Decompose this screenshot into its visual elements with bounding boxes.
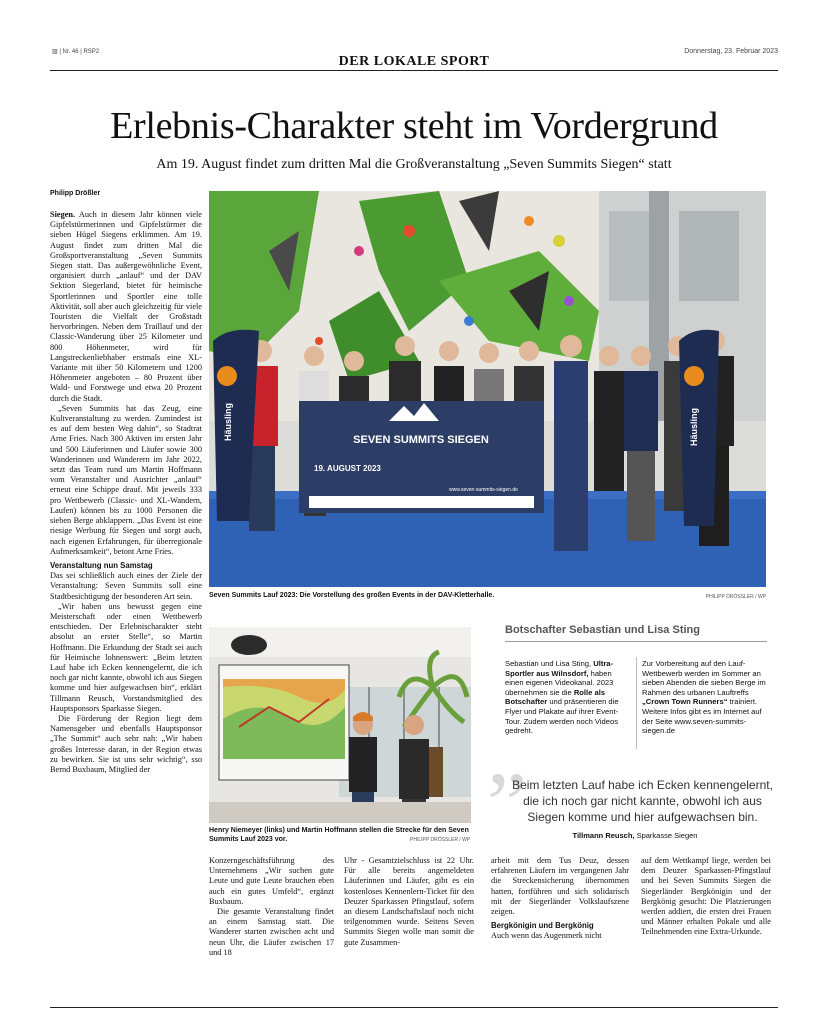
quote-author: Tillmann Reusch, Sparkasse Siegen xyxy=(572,831,698,840)
article-subheading: Veranstaltung nun Samstag xyxy=(50,560,153,570)
infobox-title: Botschafter Sebastian und Lisa Sting xyxy=(505,624,700,636)
banner-date: 19. AUGUST 2023 xyxy=(314,464,381,473)
article-column-5 xyxy=(641,856,771,938)
banner-url: www.seven-summits-siegen.de xyxy=(449,487,518,493)
article-paragraph: auf dem Wettkampf liege, werden bei dem Deuzer Sparkassen-Pfingstlauf und bei Seven Summits Siegen die Siegerländer Bergkönigin und der Bergkönig gesucht: Die Platzierungen werden addiert, die ersten drei Frauen und Männer erhalten Pokale und alle Teilnehmenden eine Extra-Urkunde. xyxy=(641,856,771,937)
article-column-4 xyxy=(491,856,629,942)
section-title: DER LOKALE SPORT xyxy=(338,54,490,69)
footer-rule xyxy=(50,1007,778,1008)
article-paragraph: Auch wenn das Augenmerk nicht xyxy=(491,931,602,941)
infobox-left-text: Sebastian und Lisa Sting, Ultra-Sportler aus Wilnsdorf, haben einen eigenen Videokanal. 2023 übernehmen sie die Rolle als Botschafter und präsentieren die Flyer und Plakate auf ihrer Event-Tour. Zudem werden noch Videos gedreht. xyxy=(505,659,619,736)
article-column-3 xyxy=(344,856,474,948)
page-meta: ▥ | Nr. 46 | RSP2 xyxy=(52,49,100,55)
author: Philipp Drößler xyxy=(50,190,101,197)
article-paragraph: arbeit mit dem Tus Deuz, dessen erfahrenen Läufern im vergangenen Jahr die Streckensicherung übernommen hatten, fortführen und sich solidarisch mit der Siegerländer Volkslaufszene zeigen. xyxy=(491,856,629,917)
article-column-2 xyxy=(209,856,334,958)
event-photo xyxy=(209,191,766,587)
photo-caption: Henry Niemeyer (links) und Martin Hoffmann stellen die Strecke für den Seven Summits Lauf 2023 vor. xyxy=(209,827,469,843)
dateline: Siegen. xyxy=(50,210,76,219)
infobox-rule xyxy=(505,641,767,642)
banner-title: SEVEN SUMMITS SIEGEN xyxy=(353,434,489,446)
article-paragraph: „Seven Summits hat das Zeug, eine Kultveranstaltung zu werden. Zumindest ist es auf dem besten Weg dahin“, so Stadtrat Arne Fries. Nach 300 Aktiven im ersten Jahr und 500 Läuferinnen und Läufer sowie 300 Wanderinnen und Wanderern im Jahr 2022, setzt das Team rund um Martin Hoffmann vom Veranstalter und Ausrichter „anlauf“ erneut eine Schippe drauf. Mit jeweils 333 pro Wettbewerb (Classic- und XL-Wandern, Laufen) können bis zu 1000 Personen die sieben Berge abklappern. „Das Event ist eine riesige Werbung für Siegen und sorgt auch, nach eigenen Erfahrungen, für überregionale Aufmerksamkeit“, betont Arne Fries. xyxy=(50,403,202,556)
article-column-1 xyxy=(50,210,202,775)
subheadline: Am 19. August findet zum dritten Mal die Großveranstaltung „Seven Summits Siegen“ statt xyxy=(156,157,672,172)
pull-quote: Beim letzten Lauf habe ich Ecken kennengelernt, die ich noch gar nicht kannte, obwohl ich aus Siegen komme und hier aufgewachsen bin. xyxy=(512,778,773,824)
article-paragraph: Konzerngeschäftsführung des Unternehmens „Wir suchen gute Leute und gute Leute brauchen eben auch ein gutes Umfeld“, ergänzt Buxbaum. xyxy=(209,856,334,906)
photo-credit: PHILIPP DRÖSSLER / WP xyxy=(410,837,471,843)
flag-left-text: Häusling xyxy=(223,402,233,441)
headline: Erlebnis-Charakter steht im Vordergrund xyxy=(110,105,718,147)
article-subheading: Bergkönigin und Bergkönig xyxy=(491,921,594,931)
article-paragraph: Uhr - Gesamtzielschluss ist 22 Uhr. Für alle bereits angemeldeten Läuferinnen und Läufer, gibt es ein kostenloses Kennenlern-Ticket für den Deuzer Sparkassen Pfingstlauf, sofern an diesem Landschaftslauf noch nicht teilgenommen wurde. Seitens Seven Summits Siegen wolle man somit die gute Zusammen- xyxy=(344,856,474,947)
header-rule xyxy=(50,70,778,71)
photo-caption: Seven Summits Lauf 2023: Die Vorstellung des großen Events in der DAV-Kletterhalle. xyxy=(209,592,495,599)
infobox-right-text: Zur Vorbereitung auf den Lauf-Wettbewerb werden im Sommer an sieben Abenden die sieben Berge im Rahmen des urbanen Lauftreffs „Crown Town Runners“ trainiert. Weitere Infos gibt es im Internet auf der Seite www.seven-summits-siegen.de xyxy=(642,659,766,736)
article-paragraph: Das sei schließlich auch eines der Ziele der Veranstaltung: Seven Summits soll eine Stadtbesichtigung der besonderen Art sein. xyxy=(50,571,202,601)
quote-mark-icon: ” xyxy=(487,755,527,854)
article-paragraph: Die Förderung der Region liegt dem Namensgeber und ebenfalls Hauptsponsor „The Summit“ auch sehr nah: „Wir haben großes Interesse daran, in der Region etwas zu bewirken. Sie ist uns sehr wichtig“, sso Bernd Buxbaum, Mitglied der xyxy=(50,713,202,774)
presentation-photo xyxy=(209,627,471,823)
article-paragraph: Auch in diesem Jahr können viele Gipfelstürmerinnen und Gipfelstürmer die sieben Hügel Siegens erklimmen. Am 19. August findet zum dritten Mal die Großsportveranstaltung „Seven Summits Siegen statt. Das außergewöhnliche Event, organisiert durch „anlauf“ und der DAV Sektion Siegerland, bietet für heimische Sportlerinnen und Sportler eine tolle Aktivität, soll aber auch gleichzeitig für viele Touristen die Vielfalt der Großstadt hervorbringen. Neben dem Traillauf und der Classic-Wanderung über 25 Kilometer und 800 Höhenmeter, wird für Langstreckenliebhaber erstmals eine XL-Variante mit über 50 Kilometern und 1200 Höhenmeter angeboten – 80 Prozent über Wald- und Forstwege und etwa 20 Prozent durch die Stadt. xyxy=(50,210,202,403)
flag-right-text: Häusling xyxy=(689,407,699,446)
article-paragraph: „Wir haben uns bewusst gegen eine Meisterschaft oder einen Wettbewerb entschieden. Der Erlebnischarakter steht absolut an erster Stelle“, so Martin Hoffmann. Die Erkundung der Stadt sei auch für Heimische lohnenswert: „Beim letzten Lauf habe ich Ecken kennengelernt, die ich noch gar nicht kannte, obwohl ich aus Siegen komme und hier aufgewachsen bin“, erklärt Tillmann Reusch, Vorstandsmitglied des Hauptsponsors Sparkasse Siegen. xyxy=(50,601,202,713)
article-paragraph: Die gesamte Veranstaltung findet an einem Samstag statt. Die Wanderer starten zwischen acht und neun Uhr, die Läufer zwischen 17 und 18 xyxy=(209,907,334,957)
photo-credit: PHILIPP DRÖSSLER / WP xyxy=(705,594,766,600)
page-date: Donnerstag, 23. Februar 2023 xyxy=(684,48,778,55)
infobox-divider xyxy=(636,657,637,749)
